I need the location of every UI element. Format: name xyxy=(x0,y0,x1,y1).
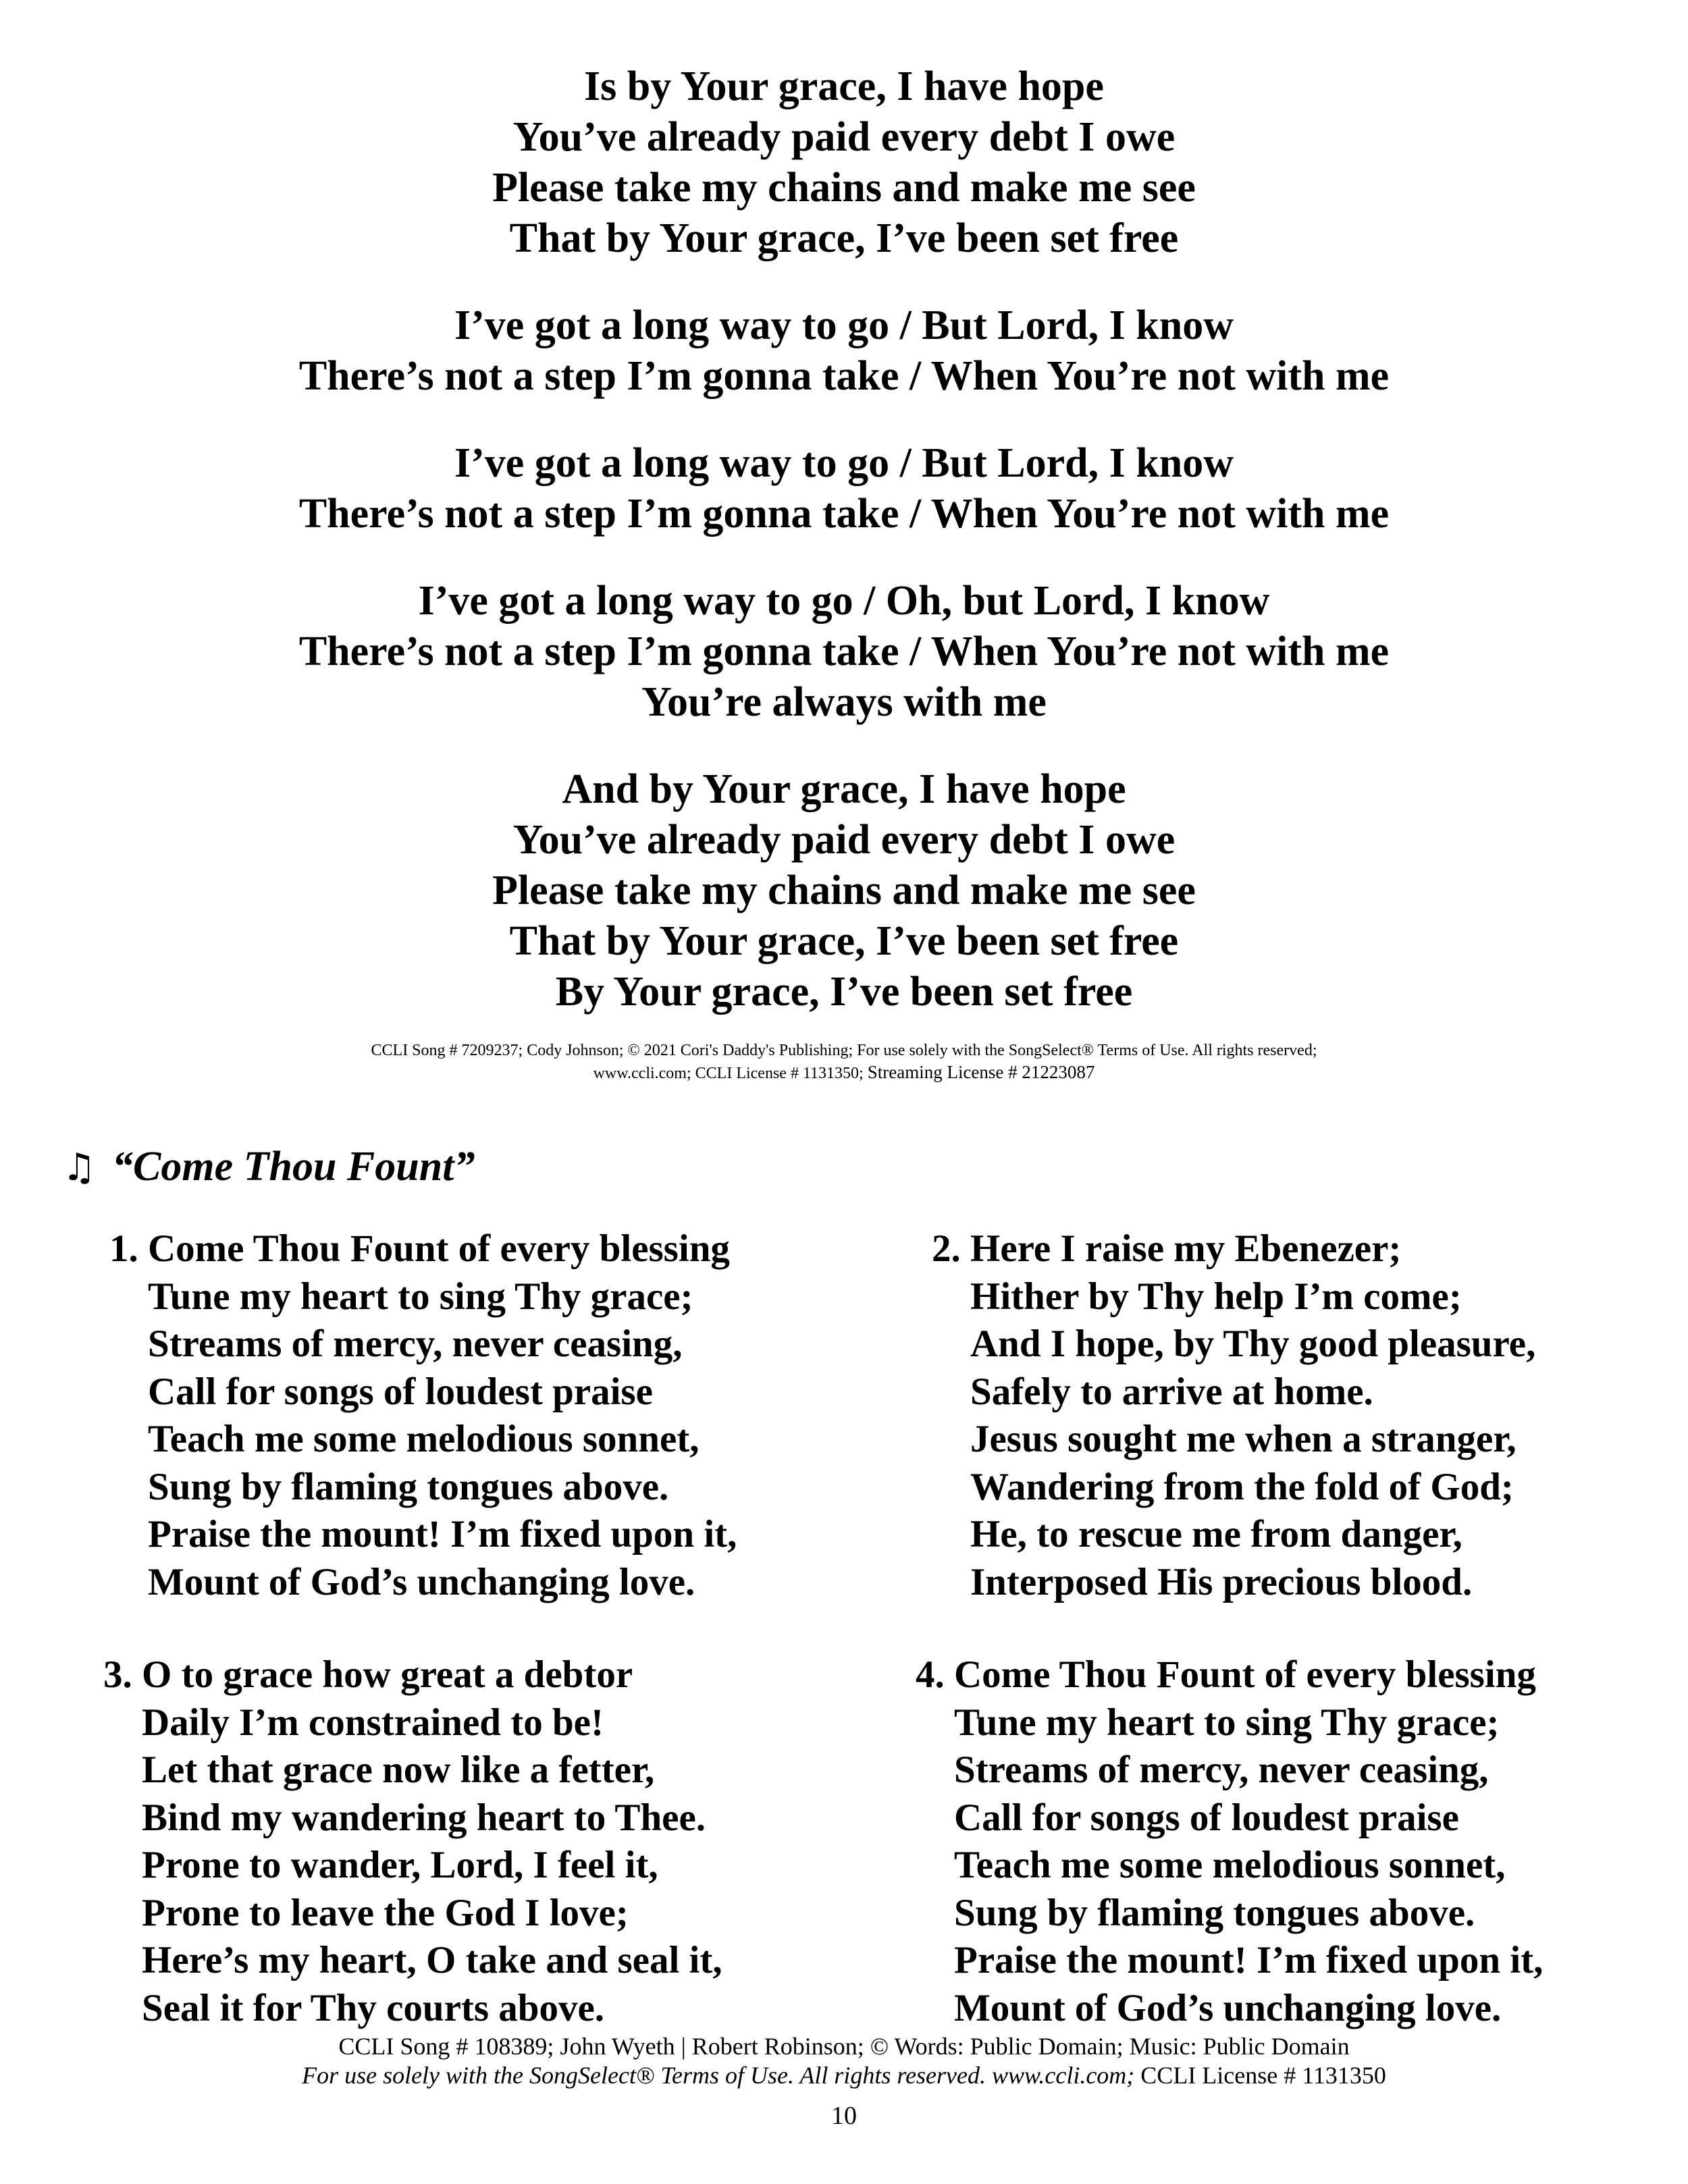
verse-line: Prone to wander, Lord, I feel it, xyxy=(142,1844,658,1886)
song1-credit-license: www.ccli.com; CCLI License # 1131350; xyxy=(593,1065,868,1082)
song1-stanza-3 xyxy=(0,438,1688,539)
verse-line: Call for songs of loudest praise xyxy=(148,1370,653,1413)
verse-line: He, to rescue me from danger, xyxy=(970,1513,1462,1555)
verse-line: Prone to leave the God I love; xyxy=(142,1891,629,1934)
lyric-line: There’s not a step I’m gonna take / When You’re not with me xyxy=(298,353,1390,399)
lyric-line: I’ve got a long way to go / But Lord, I know xyxy=(454,302,1234,348)
verse-line: Mount of God’s unchanging love. xyxy=(954,1986,1502,2029)
verse-line: And I hope, by Thy good pleasure, xyxy=(970,1323,1536,1365)
verse-line: Here’s my heart, O take and seal it, xyxy=(142,1939,722,1981)
verse-line: Bind my wandering heart to Thee. xyxy=(142,1796,706,1839)
lyric-line: By Your grace, I’ve been set free xyxy=(555,969,1133,1015)
verse-line: Streams of mercy, never ceasing, xyxy=(954,1749,1489,1791)
verse-line: Teach me some melodious sonnet, xyxy=(148,1418,700,1460)
verse-number-line: 3. O to grace how great a debtor xyxy=(103,1653,633,1696)
verse-line: Mount of God’s unchanging love. xyxy=(148,1560,695,1603)
music-note-icon: ♫ xyxy=(62,1146,97,1190)
lyric-line: You’re always with me xyxy=(641,679,1047,725)
song1-credit-line1: CCLI Song # 7209237; Cody Johnson; © 2021 Cori's Daddy's Publishing; For use solely with the SongSelect® Terms of Use. All rights reserved; xyxy=(371,1042,1317,1059)
verse-2 xyxy=(932,1225,1535,1606)
verse-4 xyxy=(916,1651,1543,2032)
verse-line: Call for songs of loudest praise xyxy=(954,1796,1459,1839)
lyric-line: Please take my chains and make me see xyxy=(492,868,1196,913)
song1-credit-line2 xyxy=(0,1061,1688,1084)
song1-streaming-license: Streaming License # 21223087 xyxy=(867,1062,1095,1082)
lyric-line: You’ve already paid every debt I owe xyxy=(512,817,1176,863)
song2-credit xyxy=(0,2032,1688,2090)
song2-title-text: “Come Thou Fount” xyxy=(112,1144,475,1190)
song1-credit xyxy=(0,1040,1688,1084)
song2-credit-line2 xyxy=(0,2061,1688,2090)
verse-line: Let that grace now like a fetter, xyxy=(142,1749,655,1791)
verse-line: Seal it for Thy courts above. xyxy=(142,1986,605,2029)
verse-line: Interposed His precious blood. xyxy=(970,1560,1473,1603)
song1-stanza-5 xyxy=(0,764,1688,1017)
lyric-line: I’ve got a long way to go / But Lord, I know xyxy=(454,440,1234,486)
verse-line: Hither by Thy help I’m come; xyxy=(970,1275,1462,1318)
verse-line: Safely to arrive at home. xyxy=(970,1370,1373,1413)
lyric-line: That by Your grace, I’ve been set free xyxy=(509,215,1179,261)
song2-credit-terms: For use solely with the SongSelect® Terms of Use. All rights reserved. www.ccli.com; xyxy=(302,2062,1135,2089)
verse-line: Praise the mount! I’m fixed upon it, xyxy=(148,1513,737,1555)
verse-line: Teach me some melodious sonnet, xyxy=(954,1844,1506,1886)
verse-3 xyxy=(103,1651,722,2032)
verse-line: Tune my heart to sing Thy grace; xyxy=(954,1701,1500,1744)
verse-number-line: 2. Here I raise my Ebenezer; xyxy=(932,1227,1402,1270)
song1-stanza-2 xyxy=(0,300,1688,402)
verse-number-line: 1. Come Thou Fount of every blessing xyxy=(109,1227,730,1270)
song1-lyrics xyxy=(0,61,1688,1017)
lyric-line: I’ve got a long way to go / Oh, but Lord, I know xyxy=(418,578,1270,624)
verse-1 xyxy=(109,1225,737,1606)
song2-credit-license: CCLI License # 1131350 xyxy=(1134,2062,1386,2089)
page-number: 10 xyxy=(831,2102,857,2130)
lyric-line: And by Your grace, I have hope xyxy=(562,766,1126,812)
song2-credit-line1: CCLI Song # 108389; John Wyeth | Robert Robinson; © Words: Public Domain; Music: Public Domain xyxy=(338,2033,1350,2060)
lyric-line: There’s not a step I’m gonna take / When You’re not with me xyxy=(298,629,1390,674)
verse-line: Tune my heart to sing Thy grace; xyxy=(148,1275,693,1318)
verse-line: Streams of mercy, never ceasing, xyxy=(148,1323,683,1365)
lyric-line: There’s not a step I’m gonna take / When You’re not with me xyxy=(298,491,1390,537)
song1-stanza-4 xyxy=(0,576,1688,728)
verse-line: Sung by flaming tongues above. xyxy=(148,1465,669,1508)
song1-stanza-1 xyxy=(0,61,1688,264)
verse-line: Sung by flaming tongues above. xyxy=(954,1891,1475,1934)
lyric-line: You’ve already paid every debt I owe xyxy=(512,114,1176,160)
verse-line: Praise the mount! I’m fixed upon it, xyxy=(954,1939,1544,1981)
verse-line: Jesus sought me when a stranger, xyxy=(970,1418,1516,1460)
lyric-line: That by Your grace, I’ve been set free xyxy=(509,918,1179,964)
verse-line: Daily I’m constrained to be! xyxy=(142,1701,604,1744)
verse-line: Wandering from the fold of God; xyxy=(970,1465,1514,1508)
lyric-line: Please take my chains and make me see xyxy=(492,165,1196,211)
lyric-line: Is by Your grace, I have hope xyxy=(584,63,1104,109)
song2-title xyxy=(62,1140,475,1195)
verse-number-line: 4. Come Thou Fount of every blessing xyxy=(916,1653,1536,1696)
